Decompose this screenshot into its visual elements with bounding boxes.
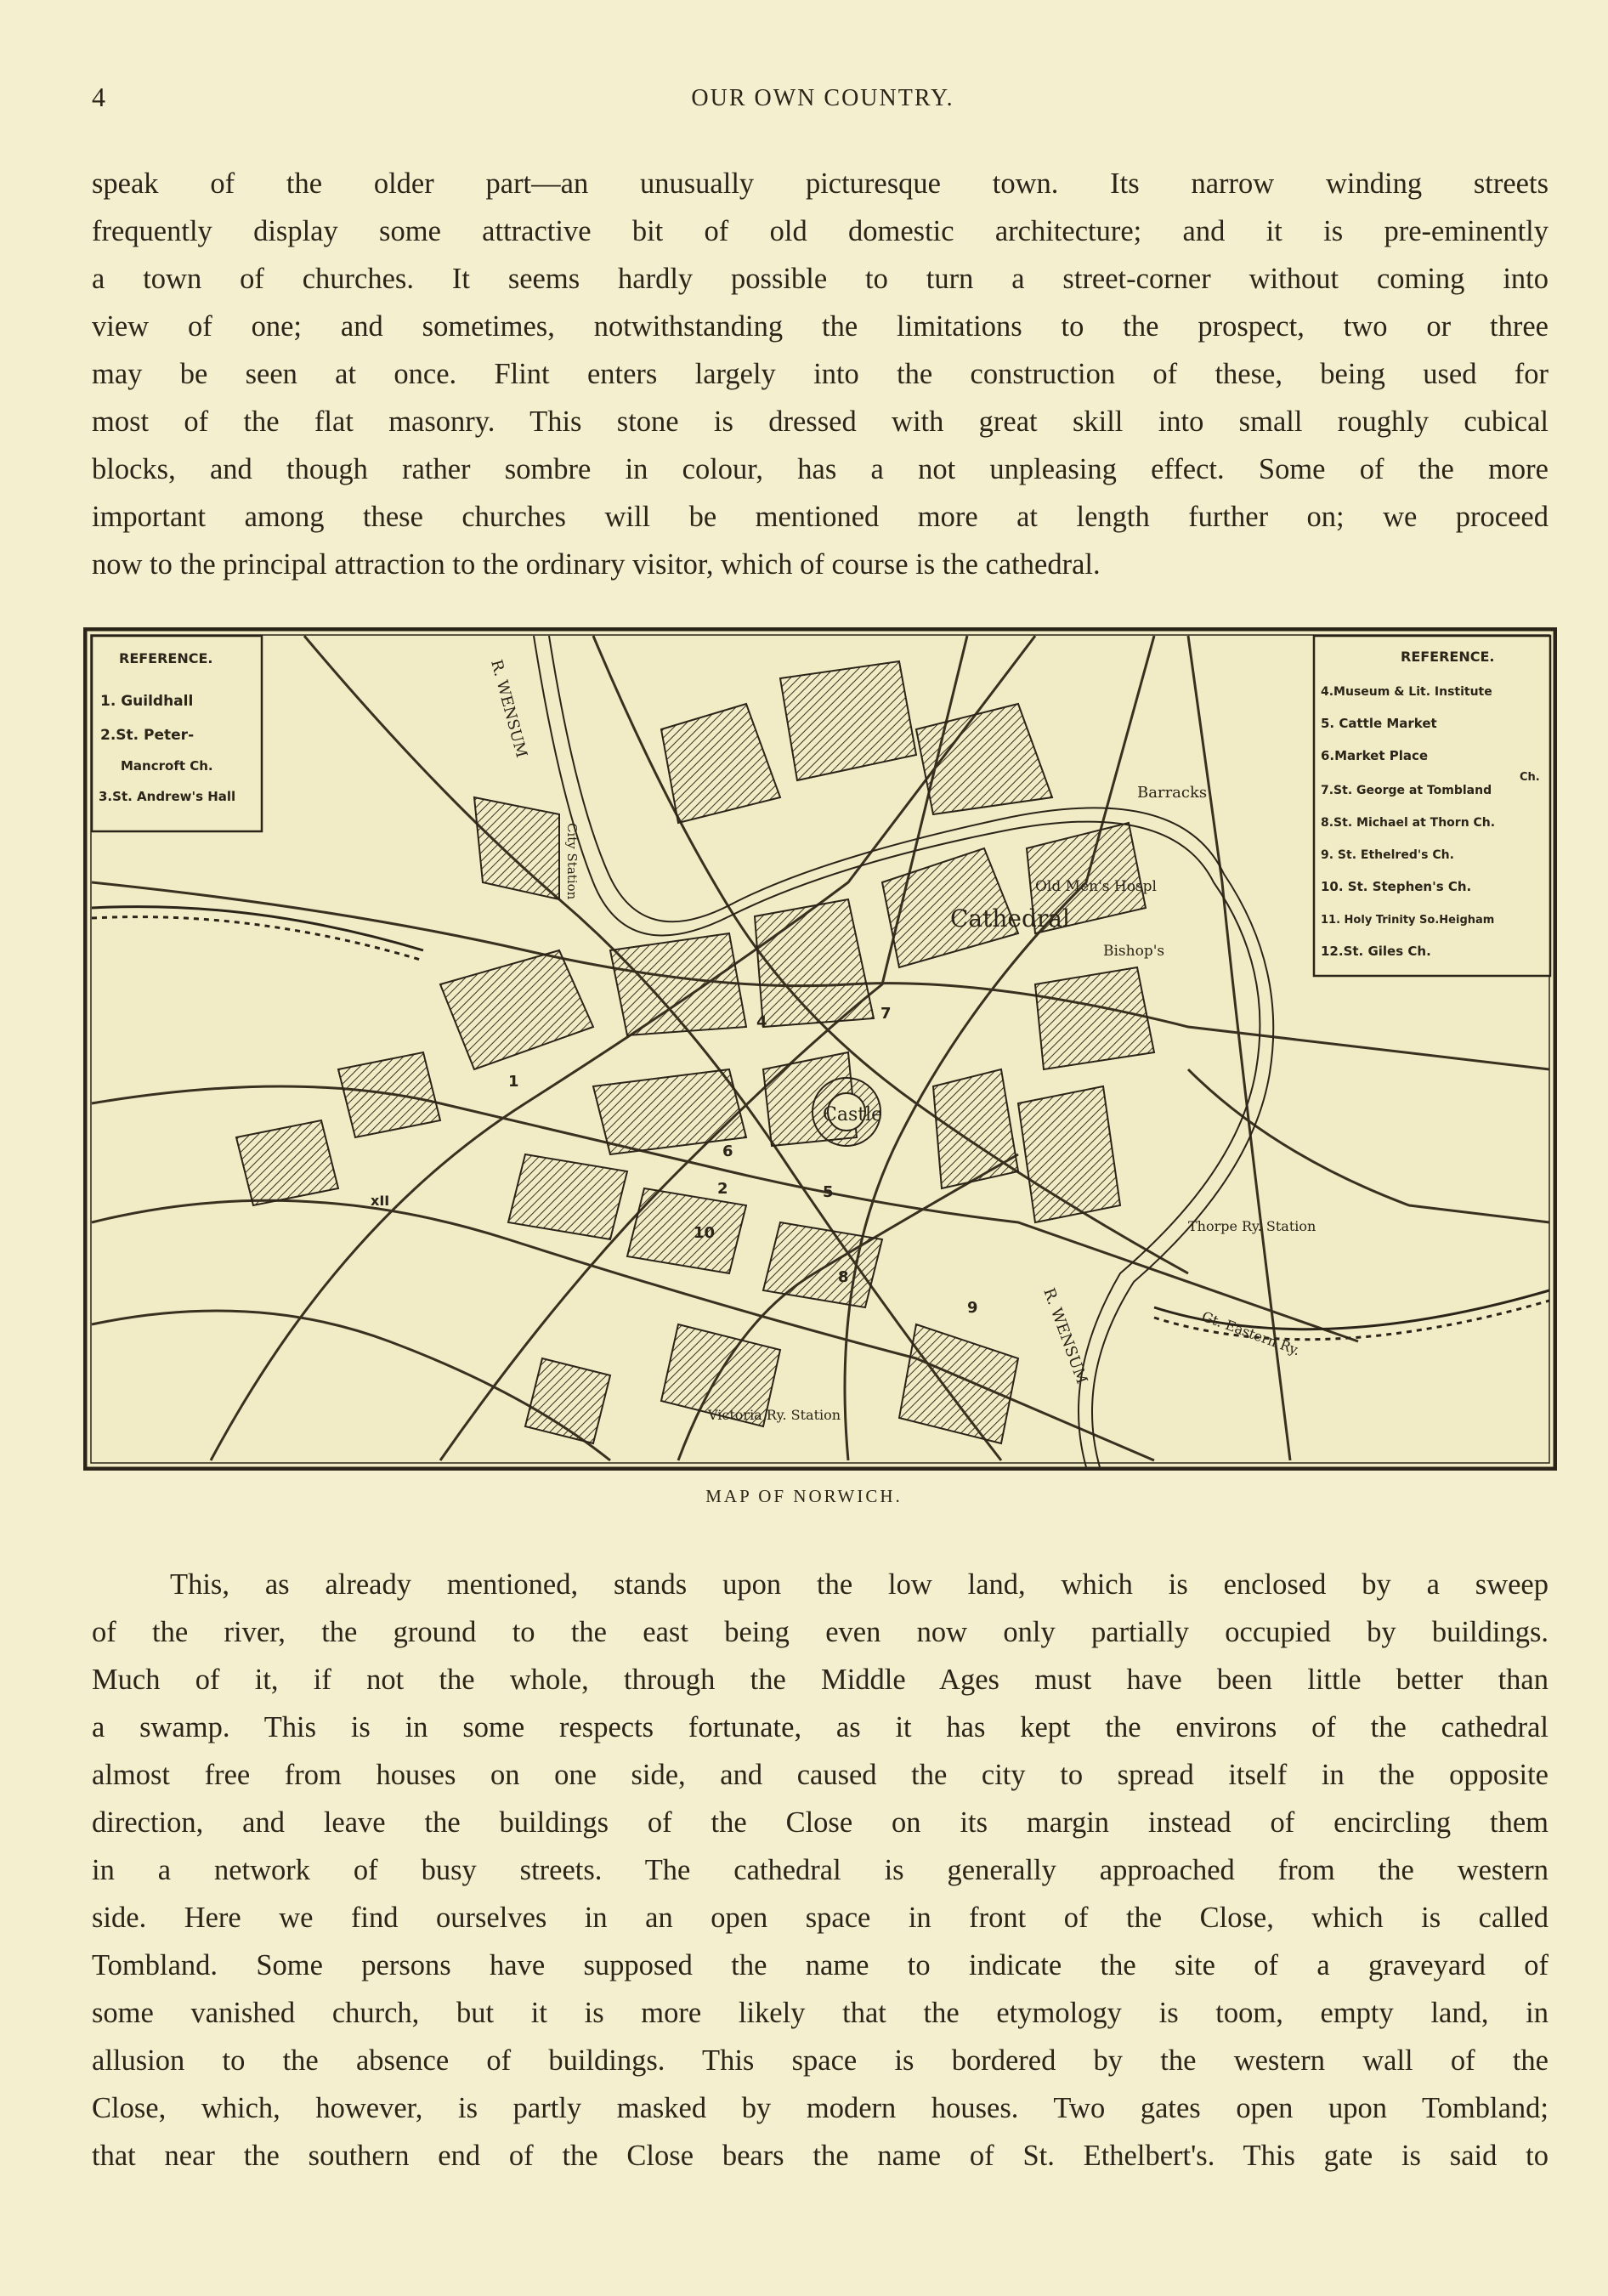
text-line: This, as already mentioned, stands upon the low land, which is enclosed by a sweep bbox=[170, 1568, 1549, 1601]
map-number: xII bbox=[371, 1193, 390, 1209]
map-number: 8 bbox=[838, 1268, 849, 1286]
map-number: 9 bbox=[967, 1299, 978, 1317]
label-victoria-station: Victoria Ry. Station bbox=[708, 1407, 841, 1423]
text-line: allusion to the absence of buildings. This space is bordered by the western wall of the bbox=[92, 2044, 1549, 2077]
reference-item: 4.Museum & Lit. Institute bbox=[1321, 685, 1492, 699]
text-line: Tombland. Some persons have supposed the name to indicate the site of a graveyard of bbox=[92, 1949, 1549, 1981]
reference-item: Ch. bbox=[1520, 771, 1540, 784]
reference-item: 7.St. George at Tombland bbox=[1321, 784, 1492, 797]
reference-heading: REFERENCE. bbox=[119, 650, 213, 666]
page-header bbox=[92, 82, 1554, 116]
reference-item: 8.St. Michael at Thorn Ch. bbox=[1321, 816, 1496, 830]
reference-item: 10. St. Stephen's Ch. bbox=[1321, 879, 1472, 894]
text-line: important among these churches will be mentioned more at length further on; we proceed bbox=[92, 501, 1549, 533]
reference-item: 3.St. Andrew's Hall bbox=[99, 789, 236, 804]
text-line: may be seen at once. Flint enters largely into the construction of these, being used for bbox=[92, 358, 1549, 390]
text-line: in a network of busy streets. The cathedral is generally approached from the western bbox=[92, 1854, 1549, 1886]
text-line: side. Here we find ourselves in an open space in front of the Close, which is called bbox=[92, 1902, 1549, 1934]
label-great-eastern-railway: Gt. Eastern Ry. bbox=[1199, 1307, 1303, 1359]
reference-box-left bbox=[92, 636, 262, 831]
paragraph-cathedral bbox=[92, 1561, 1549, 2180]
map-number: 1 bbox=[508, 1073, 519, 1091]
text-line: view of one; and sometimes, notwithstanding the limitations to the prospect, two or three bbox=[92, 310, 1549, 343]
label-cathedral: Cathedral bbox=[950, 904, 1070, 933]
map-of-norwich bbox=[83, 627, 1557, 1471]
label-thorpe-station: Thorpe Ry. Station bbox=[1188, 1218, 1316, 1234]
text-line: some vanished church, but it is more likely that the etymology is toom, empty land, in bbox=[92, 1997, 1549, 2029]
text-line: blocks, and though rather sombre in colour, has a not unpleasing effect. Some of the more bbox=[92, 453, 1549, 485]
reference-item: 9. St. Ethelred's Ch. bbox=[1321, 848, 1454, 862]
text-line: a swamp. This is in some respects fortunate, as it has kept the environs of the cathedral bbox=[92, 1711, 1549, 1743]
label-city-station: City Station bbox=[564, 823, 580, 900]
text-line: of the river, the ground to the east being even now only partially occupied by buildings. bbox=[92, 1616, 1549, 1648]
text-line: Much of it, if not the whole, through the Middle Ages must have been little better than bbox=[92, 1664, 1549, 1696]
running-title: OUR OWN COUNTRY. bbox=[691, 85, 954, 111]
reference-heading: REFERENCE. bbox=[1401, 649, 1495, 665]
page-number: 4 bbox=[92, 82, 105, 112]
text-line: speak of the older part—an unusually picturesque town. Its narrow winding streets bbox=[92, 167, 1549, 200]
label-barracks: Barracks bbox=[1137, 784, 1208, 802]
text-line: a town of churches. It seems hardly possible to turn a street-corner without coming into bbox=[92, 263, 1549, 295]
text-line: that near the southern end of the Close bears the name of St. Ethelbert's. This gate is said to bbox=[92, 2140, 1549, 2172]
label-castle: Castle bbox=[823, 1104, 883, 1125]
map-number: 4 bbox=[756, 1013, 767, 1031]
paragraph-intro bbox=[92, 160, 1549, 588]
reference-box-right bbox=[1314, 636, 1550, 976]
label-river-wensum: R. WENSUM bbox=[487, 657, 531, 760]
text-line: frequently display some attractive bit of old domestic architecture; and it is pre-eminently bbox=[92, 215, 1549, 247]
label-old-mens-hospital: Old Men's Hospl bbox=[1035, 878, 1157, 895]
text-line: almost free from houses on one side, and caused the city to spread itself in the opposite bbox=[92, 1759, 1549, 1791]
reference-item: 1. Guildhall bbox=[100, 693, 194, 710]
reference-item: 6.Market Place bbox=[1321, 748, 1429, 763]
reference-item: 12.St. Giles Ch. bbox=[1321, 944, 1431, 959]
text-line: Close, which, however, is partly masked by modern houses. Two gates open upon Tombland; bbox=[92, 2092, 1549, 2124]
map-number: 6 bbox=[722, 1142, 733, 1160]
label-bishops: Bishop's bbox=[1103, 943, 1165, 960]
text-line: now to the principal attraction to the ordinary visitor, which of course is the cathedral. bbox=[92, 548, 1101, 581]
reference-item: 5. Cattle Market bbox=[1321, 716, 1437, 731]
map-number: 2 bbox=[717, 1180, 728, 1198]
text-line: direction, and leave the buildings of the Close on its margin instead of encircling them bbox=[92, 1806, 1549, 1839]
map-number: 7 bbox=[880, 1005, 892, 1023]
map-caption: MAP OF NORWICH. bbox=[705, 1486, 903, 1506]
text-line: most of the flat masonry. This stone is dressed with great skill into small roughly cubical bbox=[92, 405, 1549, 438]
map-number: 5 bbox=[823, 1183, 834, 1201]
reference-item: Mancroft Ch. bbox=[121, 758, 213, 774]
label-river-wensum: R. WENSUM bbox=[1039, 1285, 1091, 1386]
map-number: 10 bbox=[694, 1224, 716, 1242]
reference-item: 2.St. Peter- bbox=[100, 727, 195, 744]
reference-item: 11. Holy Trinity So.Heigham bbox=[1321, 914, 1495, 927]
